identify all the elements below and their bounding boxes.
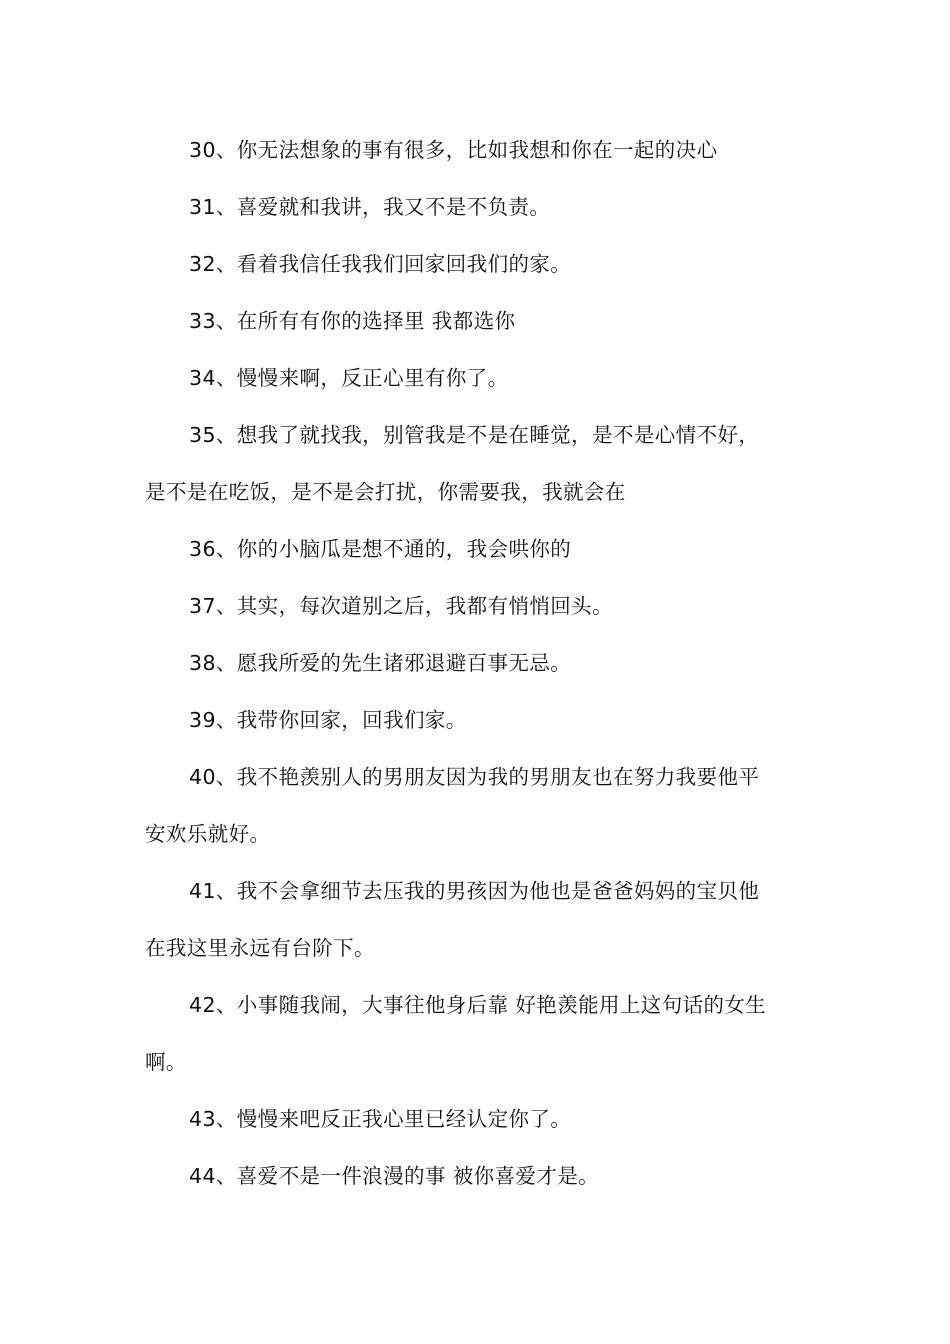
item-42-line-2: 啊。 bbox=[145, 1050, 187, 1074]
item-35-line-1: 35、想我了就找我，别管我是不是在睡觉，是不是心情不好， bbox=[189, 423, 760, 447]
item-34-line-1: 34、慢慢来啊，反正心里有你了。 bbox=[189, 366, 509, 390]
list-item-39 bbox=[145, 692, 813, 749]
list-item-42 bbox=[145, 977, 813, 1091]
item-31-line-1: 31、喜爱就和我讲，我又不是不负责。 bbox=[189, 195, 551, 219]
item-36-line-1: 36、你的小脑瓜是想不通的，我会哄你的 bbox=[189, 537, 572, 561]
item-41-line-1: 41、我不会拿细节去压我的男孩因为他也是爸爸妈妈的宝贝他 bbox=[189, 879, 760, 903]
list-item-38 bbox=[145, 635, 813, 692]
list-item-40 bbox=[145, 749, 813, 863]
item-40-line-2: 安欢乐就好。 bbox=[145, 822, 271, 846]
item-43-line-1: 43、慢慢来吧反正我心里已经认定你了。 bbox=[189, 1107, 572, 1131]
item-44-line-1: 44、喜爱不是一件浪漫的事 被你喜爱才是。 bbox=[189, 1164, 600, 1188]
item-37-line-1: 37、其实，每次道别之后，我都有悄悄回头。 bbox=[189, 594, 613, 618]
list-item-41 bbox=[145, 863, 813, 977]
list-item-37 bbox=[145, 578, 813, 635]
list-item-43 bbox=[145, 1091, 813, 1148]
item-32-line-1: 32、看着我信任我我们回家回我们的家。 bbox=[189, 252, 572, 276]
list-item-32 bbox=[145, 236, 813, 293]
item-39-line-1: 39、我带你回家，回我们家。 bbox=[189, 708, 467, 732]
item-41-line-2: 在我这里永远有台阶下。 bbox=[145, 936, 375, 960]
item-42-line-1: 42、小事随我闹，大事往他身后靠 好艳羡能用上这句话的女生 bbox=[189, 993, 767, 1017]
item-33-line-1: 33、在所有有你的选择里 我都选你 bbox=[189, 309, 516, 333]
item-38-line-1: 38、愿我所爱的先生诸邪退避百事无忌。 bbox=[189, 651, 572, 675]
list-item-31 bbox=[145, 179, 813, 236]
list-item-44 bbox=[145, 1148, 813, 1205]
list-item-30 bbox=[145, 122, 813, 179]
list-item-36 bbox=[145, 521, 813, 578]
list-item-33 bbox=[145, 293, 813, 350]
item-40-line-1: 40、我不艳羡别人的男朋友因为我的男朋友也在努力我要他平 bbox=[189, 765, 760, 789]
list-item-35 bbox=[145, 407, 813, 521]
list-item-34 bbox=[145, 350, 813, 407]
item-30-line-1: 30、你无法想象的事有很多，比如我想和你在一起的决心 bbox=[189, 138, 718, 162]
item-35-line-2: 是不是在吃饭，是不是会打扰，你需要我，我就会在 bbox=[145, 480, 626, 504]
